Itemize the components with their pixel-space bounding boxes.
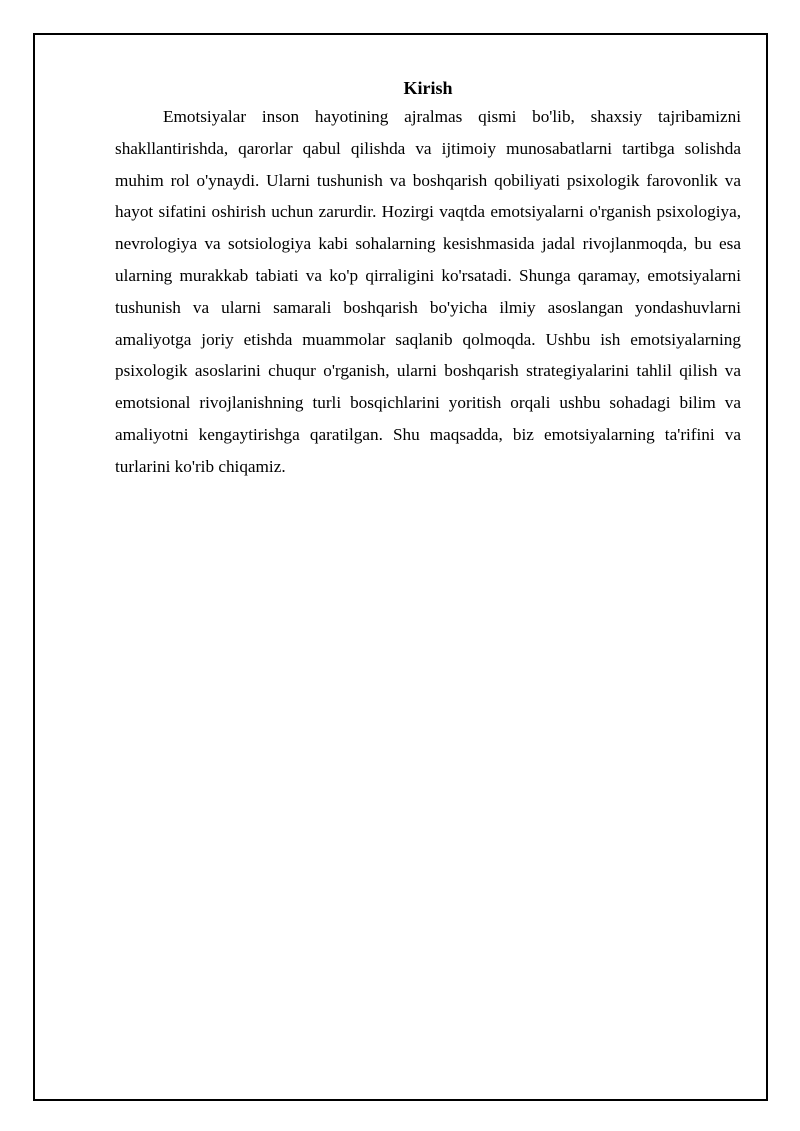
document-body — [115, 75, 741, 483]
intro-paragraph: Emotsiyalar inson hayotining ajralmas qismi bo'lib, shaxsiy tajribamizni shakllantirishda, qarorlar qabul qilishda va ijtimoiy munosabatlarni tartibga solishda muhim rol o'ynaydi. Ularni tushunish va boshqarish qobiliyati psixologik farovonlik va hayot sifatini oshirish uchun zarurdir. Hozirgi vaqtda emotsiyalarni o'rganish psixologiya, nevrologiya va sotsiologiya kabi sohalarning kesishmasida jadal rivojlanmoqda, bu esa ularning murakkab tabiati va ko'p qirraligini ko'rsatadi. Shunga qaramay, emotsiyalarni tushunish va ularni samarali boshqarish bo'yicha ilmiy asoslangan yondashuvlarni amaliyotga joriy etishda muammolar saqlanib qolmoqda. Ushbu ish emotsiyalarning psixologik asoslarini chuqur o'rganish, ularni boshqarish strategiyalarini tahlil qilish va emotsional rivojlanishning turli bosqichlarini yoritish orqali ushbu sohadagi bilim va amaliyotni kengaytirishga qaratilgan. Shu maqsadda, biz emotsiyalarning ta'rifini va turlarini ko'rib chiqamiz. — [115, 107, 741, 476]
document-title: Kirish — [403, 78, 453, 98]
